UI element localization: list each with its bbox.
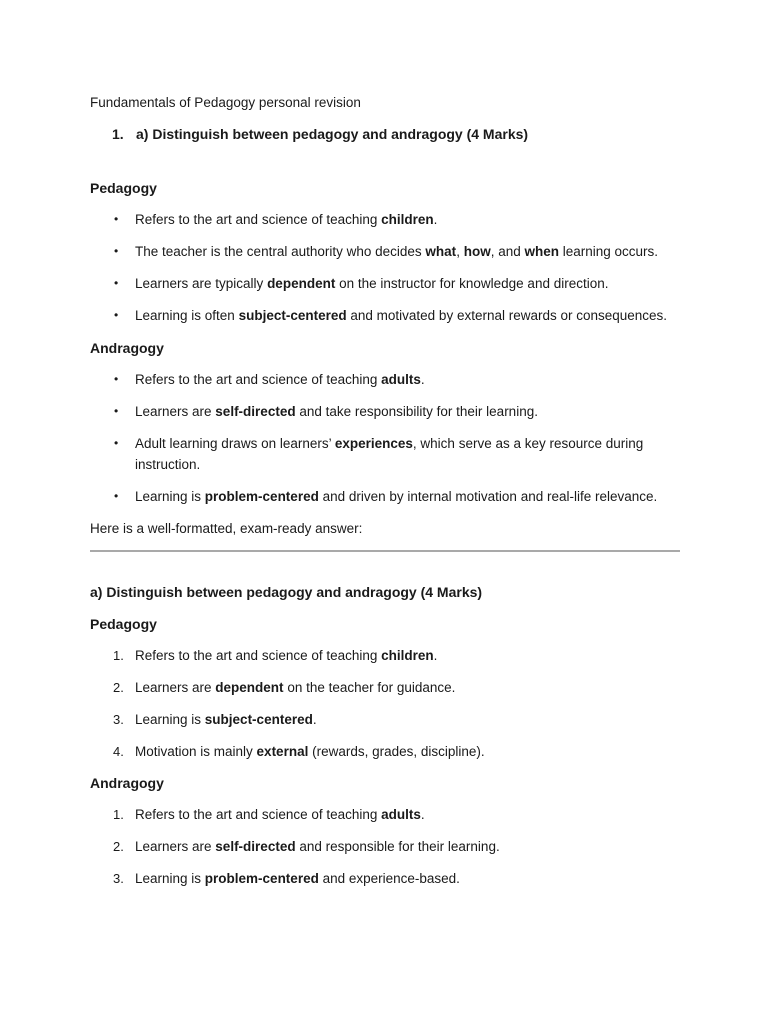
item-text: Learning is [135,711,205,727]
item-text: Adult learning draws on learners’ [135,435,335,451]
item-text: , and [490,244,525,259]
item-bold-text: children [381,212,434,227]
item-bold-text: when [524,244,559,259]
list-item [90,486,680,508]
item-text: on the teacher for guidance. [283,679,456,695]
item-text: Learners are typically [135,276,268,291]
item-bold-text: how [463,244,491,259]
item-bold-text: children [381,647,434,663]
answer-heading: a) Distinguish between pedagogy and andragogy (4 Marks) [90,583,483,600]
item-text: . [433,647,438,663]
item-text: . [420,807,425,822]
item-text: Refers to the art and science of teaching [135,212,382,227]
item-text: Refers to the art and science of teaching [135,371,382,387]
question-heading-text: a) Distinguish between pedagogy and andragogy (4 Marks) [136,126,529,142]
andragogy-numbered-list [90,804,680,890]
item-text: and responsible for their learning. [295,839,500,854]
list-item [90,741,680,763]
item-text: learning occurs. [559,244,659,259]
item-bold-text: dependent [215,679,284,695]
item-text: Learning is [135,871,205,886]
list-item [90,305,680,327]
item-bold-text: external [256,743,309,759]
list-item [90,401,680,423]
item-text: . [312,711,317,727]
item-text: and motivated by external rewards or consequences. [346,308,668,323]
list-item [90,241,680,263]
item-text: , [456,244,464,259]
item-text: . [433,212,438,227]
item-bold-text: subject-centered [204,711,313,727]
bullet-icon: • [114,276,119,290]
item-text: and driven by internal motivation and real-life relevance. [318,489,658,504]
item-number: 2. [113,679,124,695]
bullet-icon: • [114,371,119,386]
item-text: Learners are [135,403,216,419]
document-title: Fundamentals of Pedagogy personal revision [90,95,361,110]
bullet-icon: • [114,489,119,503]
item-bold-text: what [425,244,457,259]
item-bold-text: dependent [267,276,336,291]
item-text: on the instructor for knowledge and direction. [335,276,609,291]
andragogy-bullet-list [90,369,680,508]
item-text: The teacher is the central authority who decides [135,244,426,259]
item-text: Refers to the art and science of teaching [135,807,382,822]
list-item [90,709,680,731]
item-text: Motivation is mainly [135,743,257,759]
list-item [90,868,680,890]
item-bold-text: adults [381,807,421,822]
bullet-icon: • [114,403,119,418]
item-text: instruction. [135,457,201,472]
item-text: and experience-based. [318,871,460,886]
pedagogy-numbered-list [90,645,680,763]
question-heading [90,123,680,145]
item-bold-text: problem-centered [204,871,319,886]
item-text: Learning is often [135,308,239,323]
item-number: 3. [113,711,124,727]
pedagogy-heading: Pedagogy [90,615,157,632]
item-text: Learning is [135,489,205,504]
item-number: 1. [113,647,124,663]
item-text: Learners are [135,839,216,854]
item-bold-text: experiences [334,435,413,451]
document-content [90,92,680,890]
item-text: . [420,371,425,387]
item-number: 1. [113,807,124,822]
item-text: Learners are [135,679,216,695]
item-text: and take responsibility for their learning. [295,403,538,419]
pedagogy-bullet-list [90,209,680,327]
closing-text: Here is a well-formatted, exam-ready answer: [90,520,363,536]
list-item [90,273,680,295]
item-number: 3. [113,871,124,886]
horizontal-rule [90,550,680,552]
list-item [90,645,680,667]
andragogy-heading: Andragogy [90,775,164,791]
pedagogy-heading: Pedagogy [90,180,157,196]
question-number: 1. [112,126,124,142]
item-number: 2. [113,839,124,854]
list-item [90,836,680,858]
item-bold-text: self-directed [215,403,296,419]
item-text: (rewards, grades, discipline). [308,743,485,759]
bullet-icon: • [114,308,119,322]
list-item [90,433,680,476]
item-text: , which serve as a key resource during [412,435,644,451]
item-number: 4. [113,743,124,759]
item-bold-text: self-directed [215,839,296,854]
item-bold-text: problem-centered [204,489,319,504]
list-item [90,369,680,391]
item-bold-text: adults [381,371,421,387]
bullet-icon: • [114,435,119,450]
bullet-icon: • [114,212,119,226]
bullet-icon: • [114,244,119,258]
list-item [90,209,680,231]
list-item [90,677,680,699]
andragogy-heading: Andragogy [90,339,164,356]
list-item [90,804,680,826]
item-text: Refers to the art and science of teaching [135,647,382,663]
item-bold-text: subject-centered [238,308,347,323]
